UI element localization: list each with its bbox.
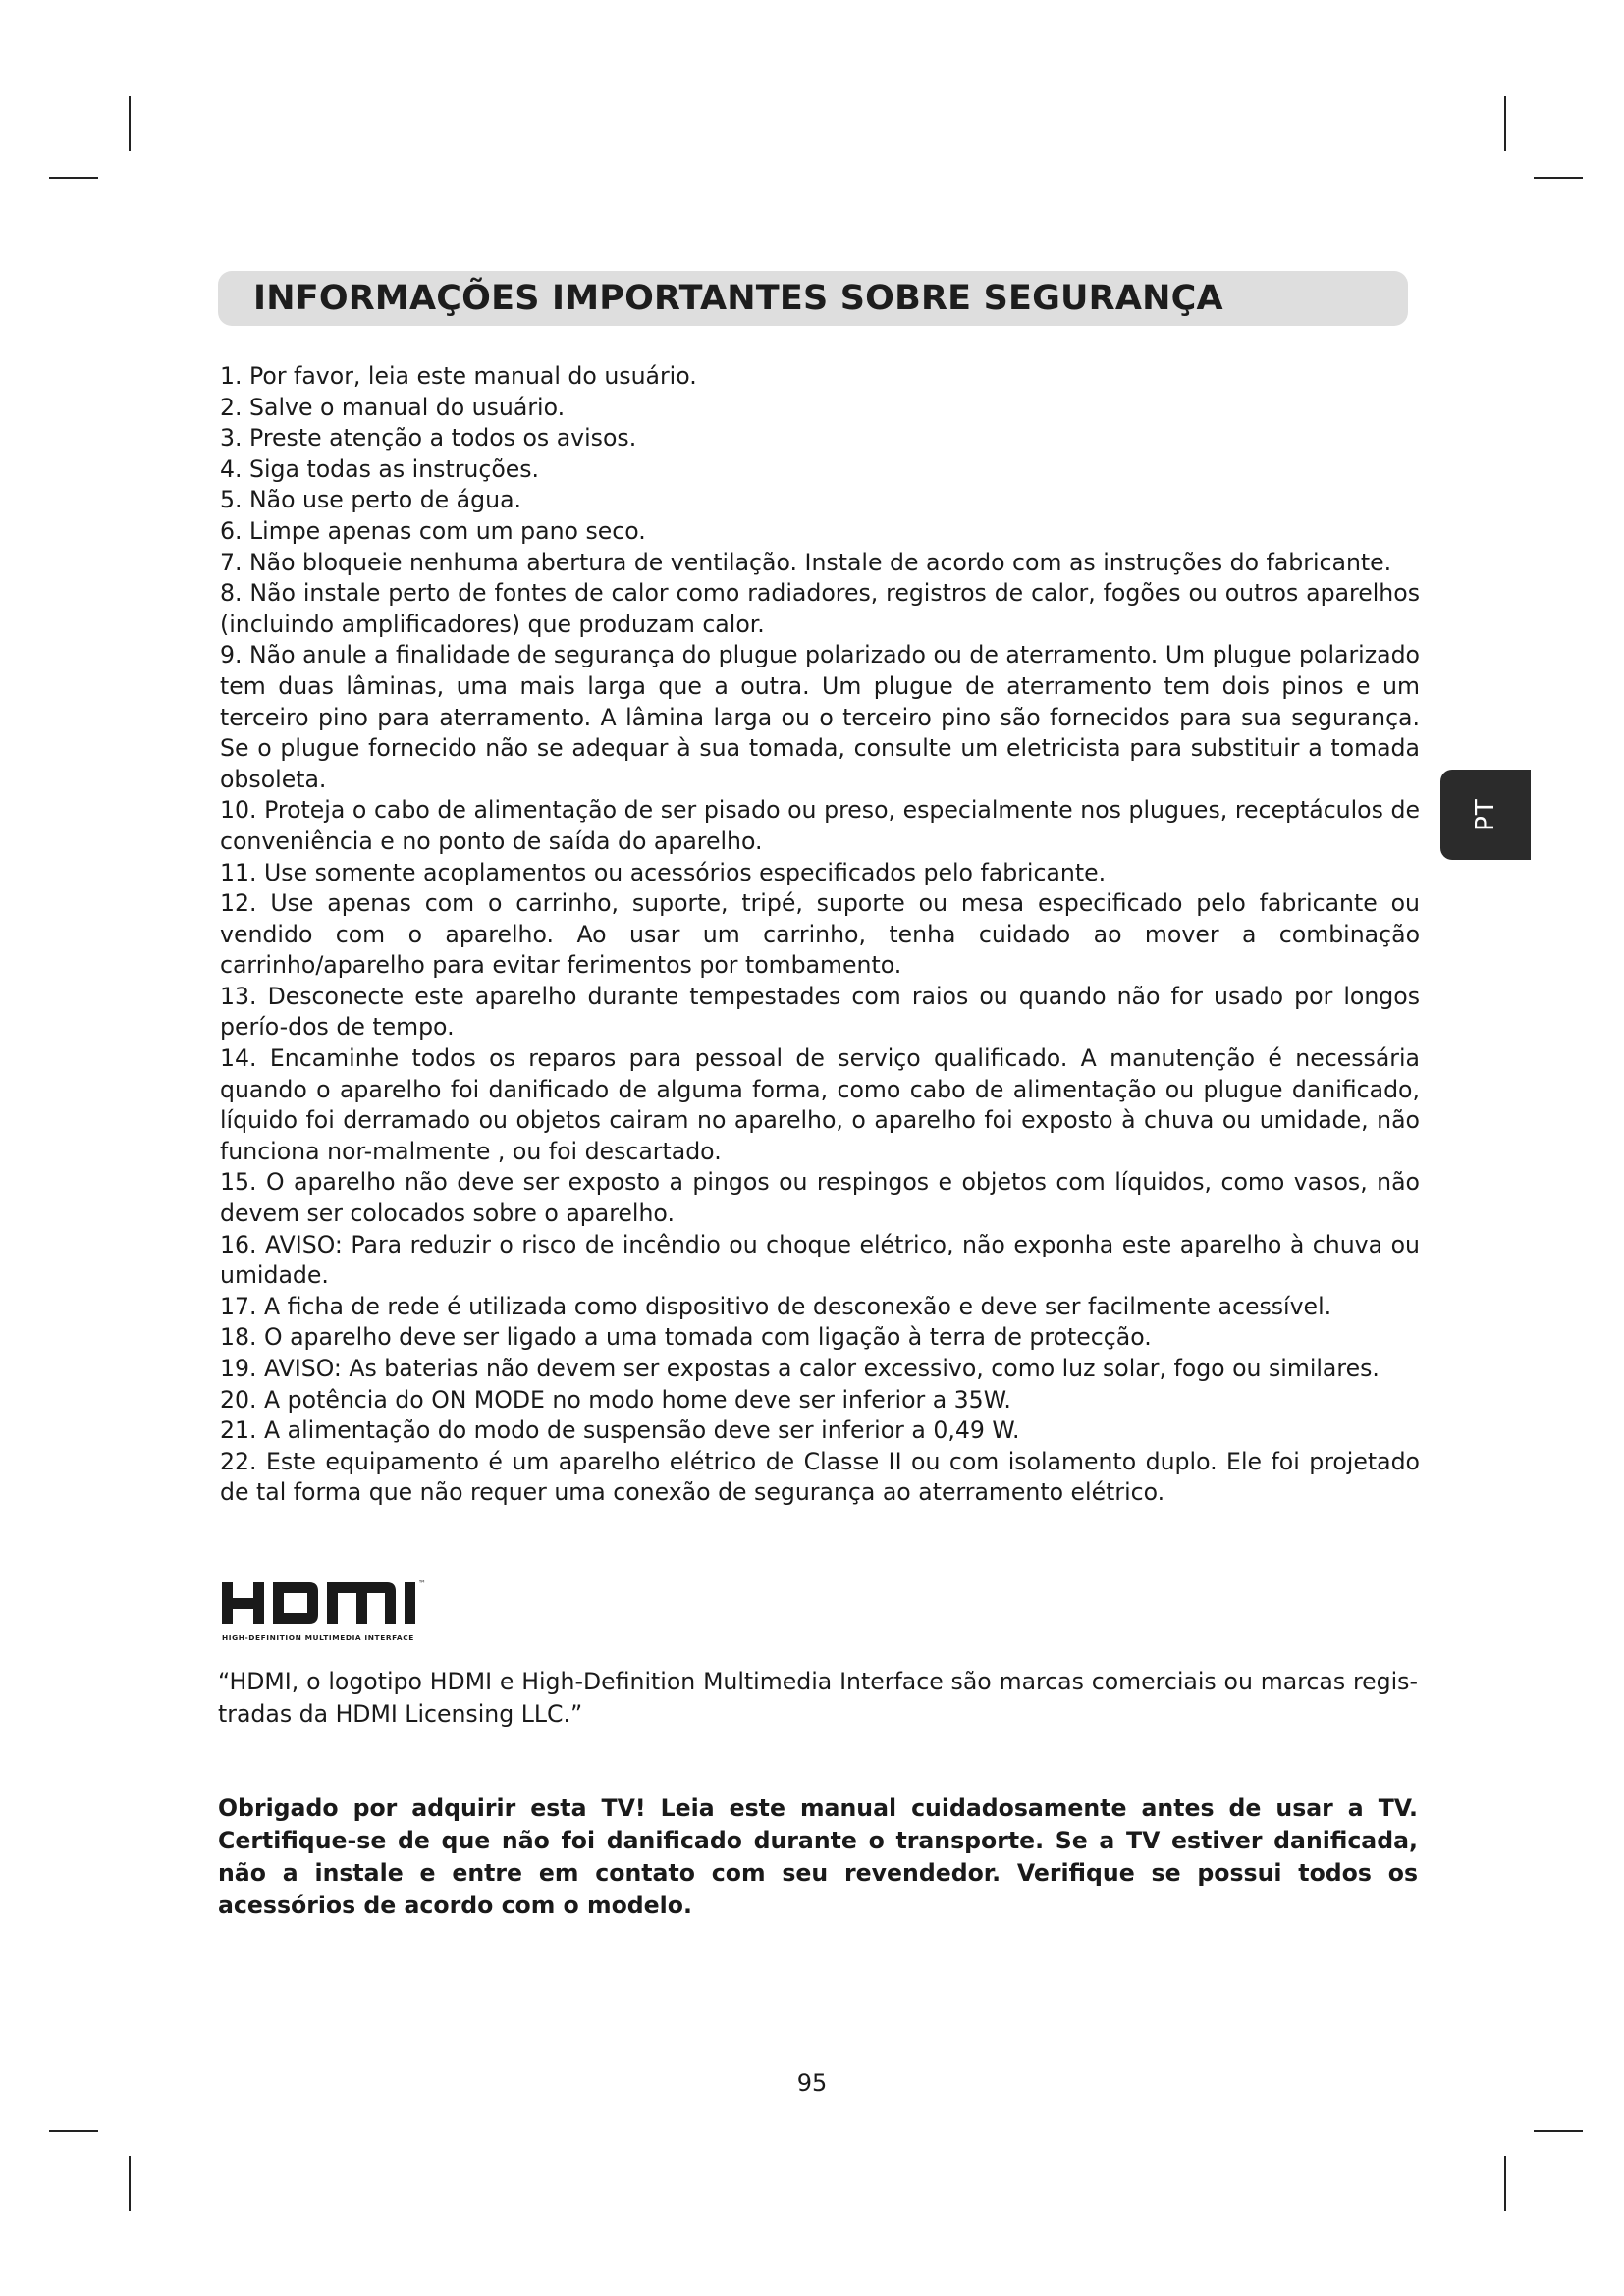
language-tab-label: PT xyxy=(1471,798,1500,831)
thank-you-note: Obrigado por adquirir esta TV! Leia este manual cuidadosamente antes de usar a TV. Certifique-se de que não foi danificado durante o transporte. Se a TV estiver danificada, não a instale e entre em contato com seu revendedor. Verifique se possui todos os acessórios de acordo com o modelo. xyxy=(218,1794,1418,1919)
list-item: 17. A ficha de rede é utilizada como dispositivo de desconexão e deve ser facilmente acessível. xyxy=(220,1292,1332,1320)
list-item: 13. Desconecte este aparelho durante tempestades com raios ou quando não for usado por longos perío-dos de tempo. xyxy=(220,982,1420,1041)
svg-text:HIGH-DEFINITION MULTIMEDIA INT: HIGH-DEFINITION MULTIMEDIA INTERFACE xyxy=(222,1633,414,1642)
crop-mark-top-left-vertical xyxy=(129,96,131,151)
list-item: 6. Limpe apenas com um pano seco. xyxy=(220,516,646,545)
list-item: 3. Preste atenção a todos os avisos. xyxy=(220,424,637,453)
list-item: 15. O aparelho não deve ser exposto a pingos ou respingos e objetos com líquidos, como vasos, não devem ser colocados sobre o aparelho. xyxy=(220,1168,1420,1228)
list-item: 16. AVISO: Para reduzir o risco de incêndio ou choque elétrico, não exponha este aparelho à chuva ou umidade. xyxy=(220,1230,1420,1290)
list-item: 8. Não instale perto de fontes de calor como radiadores, registros de calor, fogões ou outros aparelhos (incluindo amplificadores) que produzam calor. xyxy=(220,579,1420,638)
list-item: 4. Siga todas as instruções. xyxy=(220,454,540,483)
list-item: 9. Não anule a finalidade de segurança do plugue polarizado ou de aterramento. Um plugue polarizado tem duas lâminas, uma mais larga que a outra. Um plugue de aterramento tem dois pinos e um terceiro pino para aterramento. A lâmina larga ou o terceiro pino são fornecidos para sua segurança. Se o plugue fornecido não se adequar à sua tomada, consulte um eletricista para substituir a tomada obsoleta. xyxy=(220,641,1420,793)
list-item: 20. A potência do ON MODE no modo home deve ser inferior a 35W. xyxy=(220,1385,1011,1414)
section-title-bar xyxy=(218,271,1408,326)
crop-mark-bottom-right-vertical xyxy=(1504,2156,1506,2211)
hdmi-trademark-note: “HDMI, o logotipo HDMI e High-Definition Multimedia Interface são marcas comerciais ou marcas regis-tradas da HDMI Licensing LLC.” xyxy=(218,1668,1418,1728)
crop-mark-top-right-horizontal xyxy=(1534,177,1583,179)
list-item: 21. A alimentação do modo de suspensão deve ser inferior a 0,49 W. xyxy=(220,1416,1020,1445)
crop-mark-top-right-vertical xyxy=(1504,96,1506,151)
list-item: 2. Salve o manual do usuário. xyxy=(220,393,566,421)
language-tab xyxy=(1440,770,1531,860)
list-item: 7. Não bloqueie nenhuma abertura de ventilação. Instale de acordo com as instruções do fabricante. xyxy=(220,548,1392,576)
list-item: 14. Encaminhe todos os reparos para pessoal de serviço qualificado. A manutenção é necessária quando o aparelho foi danificado de alguma forma, como cabo de alimentação ou plugue danificado, líquido foi derramado ou objetos cairam no aparelho, o aparelho foi exposto à chuva ou umidade, não funciona nor-malmente , ou foi descartado. xyxy=(220,1044,1420,1165)
list-item: 18. O aparelho deve ser ligado a uma tomada com ligação à terra de protecção. xyxy=(220,1323,1152,1352)
list-item: 12. Use apenas com o carrinho, suporte, tripé, suporte ou mesa especificado pelo fabricante ou vendido com o aparelho. Ao usar um carrinho, tenha cuidado ao mover a combinação carrinho/aparelho para evitar ferimentos por tombamento. xyxy=(220,889,1420,980)
svg-text:™: ™ xyxy=(418,1579,426,1588)
section-title: INFORMAÇÕES IMPORTANTES SOBRE SEGURANÇA xyxy=(253,279,1223,318)
list-item: 10. Proteja o cabo de alimentação de ser pisado ou preso, especialmente nos plugues, receptáculos de conveniência e no ponto de saída do aparelho. xyxy=(220,796,1420,855)
page-number: 95 xyxy=(796,2069,828,2097)
safety-instructions-list xyxy=(220,361,1420,1509)
crop-mark-bottom-left-vertical xyxy=(129,2156,131,2211)
list-item: 22. Este equipamento é um aparelho elétrico de Classe II ou com isolamento duplo. Ele foi projetado de tal forma que não requer uma conexão de segurança ao aterramento elétrico. xyxy=(220,1447,1420,1507)
list-item: 1. Por favor, leia este manual do usuário. xyxy=(220,362,697,390)
list-item: 5. Não use perto de água. xyxy=(220,486,522,514)
list-item: 19. AVISO: As baterias não devem ser expostas a calor excessivo, como luz solar, fogo ou similares. xyxy=(220,1355,1380,1382)
crop-mark-bottom-right-horizontal xyxy=(1534,2130,1583,2132)
crop-mark-top-left-horizontal xyxy=(49,177,98,179)
crop-mark-bottom-left-horizontal xyxy=(49,2130,98,2132)
hdmi-logo xyxy=(218,1575,479,1649)
list-item: 11. Use somente acoplamentos ou acessórios especificados pelo fabricante. xyxy=(220,858,1107,886)
